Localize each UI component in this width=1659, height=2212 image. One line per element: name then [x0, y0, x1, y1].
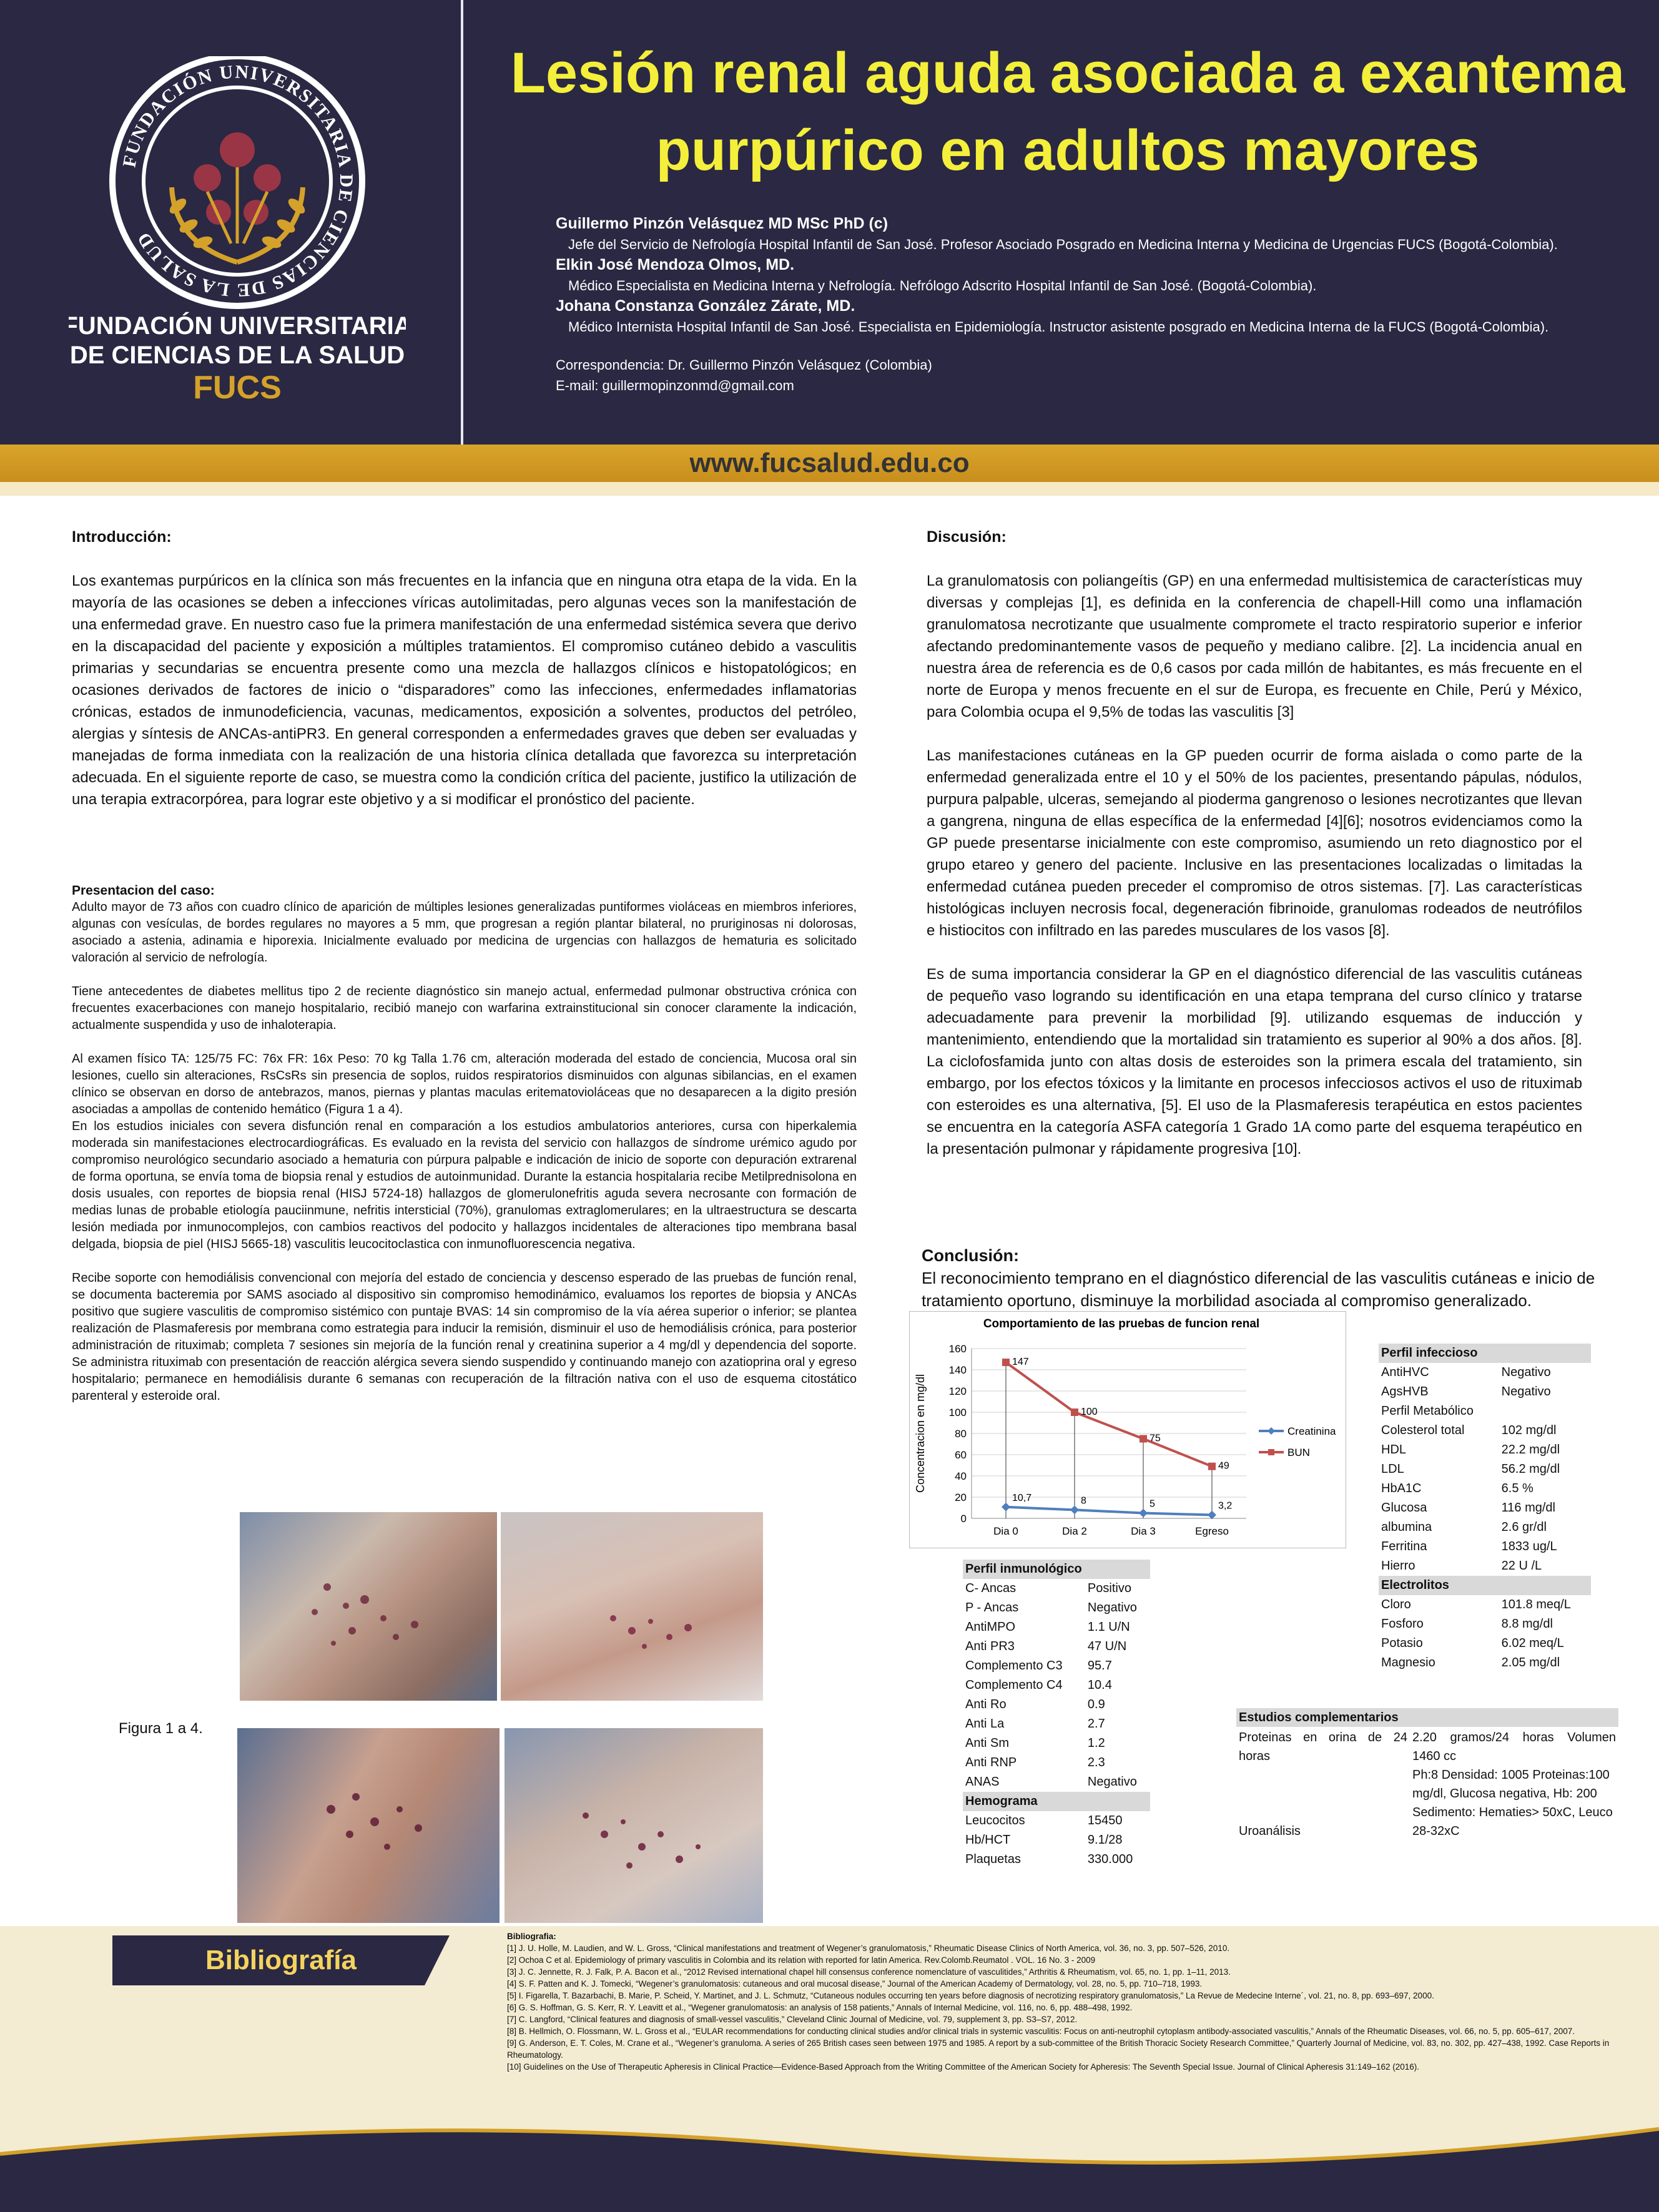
table-label: Magnesio: [1381, 1656, 1435, 1669]
discussion-paragraph: La granulomatosis con poliangeítis (GP) en una enfermedad multisistemica de características muy diversas y complejas [1], es definida en la conferencia de chapell-Hill como una inflamación granulomatosa necrotizante que usualmente compromete el tracto respiratorio superior e inferior afectando predominantemente vasos de pequeño y mediano calibre. [2]. La incidencia anual en nuestra área de referencia es de 0,6 casos por cada millón de habitantes, es más frecuente en el norte de Europa y menos frecuente en el sur de Europa, es frecuente en Chile, Perú y México, para Colombia ocupa el 9,5% de todas las vasculitis [3]: [927, 573, 1582, 720]
table-row: [963, 1734, 1150, 1753]
table-value: Negativo: [1087, 1601, 1137, 1615]
table-row: [1379, 1634, 1591, 1653]
authors-block: [556, 214, 1630, 396]
bibliography-entry: [6] G. S. Hoffman, G. S. Kerr, R. Y. Leavitt et al., “Wegener granulomatosis: an analysis of 158 patients,” Annals of Internal Medicine, vol. 116, no. 6, pp. 488–498, 1992.: [507, 2003, 1133, 2012]
svg-text:FUNDACIÓN UNIVERSITARIA DE CIE: FUNDACIÓN UNIVERSITARIA DE CIENCIAS DE LA SALUD: [119, 61, 357, 301]
data-label: 8: [1081, 1495, 1086, 1507]
table-value: 101.8 meq/L: [1501, 1598, 1571, 1611]
table-value: 9.1/28: [1087, 1833, 1123, 1847]
table-label: Anti Sm: [965, 1736, 1010, 1750]
table-value: 56.2 mg/dl: [1501, 1462, 1560, 1476]
table-heading: Hemograma: [963, 1792, 1150, 1811]
table-label: AgsHVB: [1381, 1385, 1429, 1398]
conclusion-heading: Conclusión:: [922, 1246, 1019, 1265]
y-tick-label: 60: [955, 1449, 967, 1461]
table-row: [963, 1811, 1150, 1831]
bibliography-entry: [10] Guidelines on the Use of Therapeutic Apheresis in Clinical Practice—Evidence-Based Approach from the Writing Committee of the American Society for Apheresis: The Seventh Special Issue. Journal of Clinical Apheresis 31:149–162 (2016).: [507, 2062, 1420, 2072]
cream-band: [0, 482, 1659, 496]
table-label: Hb/HCT: [965, 1833, 1011, 1847]
table-row: [963, 1753, 1150, 1772]
legend-label: BUN: [1287, 1447, 1310, 1458]
poster-title: [500, 34, 1636, 189]
table-row: [1379, 1537, 1591, 1556]
case-paragraph: Al examen físico TA: 125/75 FC: 76x FR: 16x Peso: 70 kg Talla 1.76 cm, alteración moderada del estado de conciencia, Mucosa oral sin lesiones, cuello sin alteraciones, RsCsRs sin presencia de soplos, ruidos respiratorios disminuidos con algunas sibilancias, en el examen clínico se observan en dorso de antebrazos, manos, piernas y plantas maculas eritematovioláceas que no desaparecen a la digito presión asociadas a ampollas de contenido hemático (Figura 1 a 4).: [72, 1052, 857, 1116]
perfil-inmunologico-table: [963, 1560, 1150, 1869]
table-value: Negativo: [1501, 1365, 1551, 1379]
author-name: Elkin José Mendoza Olmos, MD.: [556, 256, 795, 273]
bibliography-entry: [2] Ochoa C et al. Epidemiology of primary vasculitis in Colombia and its relation with reported for latin America. Rev.Colomb.Reumatol . VOL. 16 No. 3 - 2009: [507, 1955, 1096, 1965]
table-row: [963, 1637, 1150, 1656]
table-label: Hierro: [1381, 1559, 1415, 1573]
table-row: [1379, 1653, 1591, 1673]
discussion-section: [927, 526, 1582, 1160]
data-label: 147: [1012, 1357, 1029, 1368]
table-value: 102 mg/dl: [1501, 1423, 1557, 1437]
table-value: 6.02 meq/L: [1501, 1636, 1564, 1650]
x-tick-label: Egreso: [1195, 1525, 1229, 1537]
purpura-lesions-icon: [505, 1728, 763, 1923]
title-line-2: purpúrico en adultos mayores: [656, 119, 1480, 182]
figure-photo-foot: [501, 1512, 763, 1701]
renal-function-chart: [909, 1311, 1346, 1548]
conclusion-section: [922, 1244, 1621, 1312]
table-label: P - Ancas: [965, 1601, 1019, 1615]
y-tick-label: 140: [948, 1364, 967, 1376]
estudios-label: Uroanálisis: [1239, 1824, 1301, 1838]
table-value: 0.9: [1087, 1698, 1105, 1711]
legend-marker: [1268, 1449, 1274, 1455]
case-paragraph: Recibe soporte con hemodiálisis convencional con mejoría del estado de conciencia y descenso esperado de las pruebas de función renal, se documenta bacteremia por SAMS asociado al dispositivo sin compromiso hemodinámico, evaluamos los reportes de biopsia y ANCAs positivo que sugiere vasculitis de compromiso sistémico con puntaje BVAS: 14 sin compromiso de la vía aérea superior o inferior; se plantea realización de Plasmaferesis por membrana como estrategia para inducir la remisión, disminuir el uso de hemodiálisis crónica, para posterior administración de rituximab; completa 7 sesiones sin mejoría de la función renal y creatinina superior a 4 mg/dl y dependencia del soporte. Se administra rituximab con presentación de reacción alérgica severa siendo suspendido y continuando manejo con azatioprina oral y egreso hospitalario; permanece en hemodiálisis durante 6 semanas con recuperación de la filtración nativa con el uso de esquema citostático parenteral y esteroide oral.: [72, 1271, 857, 1403]
table-header-row: [963, 1792, 1150, 1811]
table-value: 2.7: [1087, 1717, 1105, 1731]
table-header-row: [1379, 1576, 1591, 1595]
table-row: [963, 1579, 1150, 1598]
table-row: [963, 1714, 1150, 1734]
table-row: [963, 1831, 1150, 1850]
table-label: HDL: [1381, 1443, 1407, 1457]
discussion-paragraph: Las manifestaciones cutáneas en la GP pueden ocurrir de forma aislada o como parte de la enfermedad generalizada entre el 10 y el 50% de los pacientes, presentando pápulas, nódulos, purpura palpable, ulceras, semejando al pioderma gangrenoso o lesiones necrotizantes que llevan a gangrena, ninguna de ellas específica de la enfermedad [4][6]; nosotros evidenciamos como la GP puede presentarse inicialmente con este compromiso, asumiendo un reto diagnostico por el grupo etareo y genero del paciente. Inclusive en las presentaciones localizadas o limitadas la enfermedad cutánea pueden preceder el compromiso de otros sistemas. [7]. Las características histológicas incluyen necrosis focal, degeneración fibrinoide, granulomas rodeados de neutrófilos e histiocitos con infiltrado en las paredes musculares de los vasos [8].: [927, 747, 1582, 939]
table-value: 1.1 U/N: [1087, 1620, 1130, 1634]
logo-name-line2: DE CIENCIAS DE LA SALUD: [69, 342, 405, 369]
logo-name-line1: FUNDACIÓN UNIVERSITARIA: [69, 312, 406, 340]
table-row: [963, 1598, 1150, 1618]
y-tick-label: 0: [960, 1513, 967, 1525]
data-point: [1208, 1463, 1216, 1470]
x-tick-label: Dia 0: [993, 1525, 1018, 1537]
table-label: LDL: [1381, 1462, 1404, 1476]
figure-photo-hand: [237, 1728, 500, 1923]
y-tick-label: 80: [955, 1428, 967, 1440]
author-affiliation: Médico Especialista en Medicina Interna y Nefrología. Nefrólogo Adscrito Hospital Infantil de San José. (Bogotá-Colombia).: [568, 278, 1317, 293]
table-value: 2.05 mg/dl: [1501, 1656, 1560, 1669]
case-paragraph: En los estudios iniciales con severa disfunción renal en comparación a los estudios ambulatorios anteriores, cursa con hiperkalemia moderada sin manifestaciones electrocardiográficas. Es evaluado en la revista del servicio con hallazgos de síndrome urémico agudo por compromiso neurológico secundario asociado a hematuria con púrpura palpable e indicación de inicio de soporte con depuración extrarenal de forma oportuna, se envía toma de biopsia renal y estudios de autoinmunidad. Durante la estancia hospitalaria recibe Metilprednisolona en dosis usuales, con reportes de biopsia renal (HISJ 5724-18) hallazgos de glomerulonefritis aguda severa necrosante con formación de medias lunas de probable etiología pauciinmune, nefritis intersticial (70%), granulomas extraglomerulares; en la ultraestructura se descarta lesión mediada por inmunocomplejos, con cambios reactivos del podocito y hallazgos incidentales de alteraciones tipo membrana basal delgada, biopsia de piel (HISJ 5665-18) vasculitis leucocitoclastica con inmunofluorescencia negativa.: [72, 1119, 857, 1251]
perfil-infeccioso-table: [1379, 1344, 1591, 1673]
data-label: 49: [1218, 1460, 1229, 1472]
case-heading: Presentacion del caso:: [72, 883, 215, 898]
table-label: Anti PR3: [965, 1639, 1015, 1653]
table-label: Plaquetas: [965, 1852, 1021, 1866]
figure-photo-leg: [505, 1728, 763, 1923]
table-value: [1499, 1402, 1591, 1421]
correspondence: Correspondencia: Dr. Guillermo Pinzón Velásquez (Colombia): [556, 357, 932, 373]
table-label: Cloro: [1381, 1598, 1411, 1611]
purpura-lesions-icon: [501, 1512, 763, 1701]
purpura-lesions-icon: [237, 1728, 500, 1923]
table-row: [963, 1772, 1150, 1792]
table-value: 2.3: [1087, 1756, 1105, 1769]
logo-acronym: FUCS: [193, 370, 282, 406]
header-divider: [461, 0, 463, 445]
bibliography-entry: [5] I. Figarella, T. Bazarbachi, B. Marie, P. Scheid, Y. Martinet, and J. L. Schmutz, “Cutaneous nodules occurring ten years before diagnosis of necrotizing respiratory granulomatosis,” La Revue de Medecine Interne´, vol. 21, no. 8, pp. 693–697, 2000.: [507, 1991, 1434, 2000]
table-label: HbA1C: [1381, 1482, 1422, 1495]
table-row: [1379, 1402, 1591, 1421]
table-row: [963, 1850, 1150, 1869]
table-label: Anti La: [965, 1717, 1005, 1731]
table-label: Potasio: [1381, 1636, 1423, 1650]
table-label: Anti RNP: [965, 1756, 1017, 1769]
discussion-paragraph: Es de suma importancia considerar la GP en el diagnóstico diferencial de las vasculitis cutáneas de pequeño vaso logrando su identificación en una etapa temprana del curso clínico y tratarse adecuadamente para prevenir la morbilidad [9]. utilizando esquemas de inducción y mantenimiento, entendiendo que la mortalidad sin tratamiento es superior al 90% a dos años. [8]. La ciclofosfamida junto con altas dosis de esteroides son la primera escala del tratamiento, sin embargo, por los efectos tóxicos y la limitante en procesos infecciosos activos el uso de rituximab con esteroides es una alternativa, [5]. El uso de la Plasmaferesis terapéutica en estos pacientes se encuentra en la categoría ASFA categoría 1 Grado 1A como parte del esquema terapéutico en la presentación pulmonar y rápidamente progresiva [10].: [927, 966, 1582, 1158]
fucs-logo: [69, 56, 406, 406]
table-row: [1379, 1421, 1591, 1440]
table-value: 8.8 mg/dl: [1501, 1617, 1553, 1631]
bibliography-list: [507, 1930, 1650, 2073]
intro-section: [72, 526, 857, 810]
case-paragraph: Tiene antecedentes de diabetes mellitus tipo 2 de reciente diagnóstico sin manejo actual, enfermedad pulmonar obstructiva crónica con frecuentes exacerbaciones con manejo hospitalario, recibió manejo con warfarina extrainstitucional sin conocer claramente la indicación, actualmente suspendida y uso de inhaloterapia.: [72, 985, 857, 1032]
table-label: Ferritina: [1381, 1540, 1427, 1553]
table-row: [1379, 1595, 1591, 1615]
table-value: Positivo: [1087, 1581, 1131, 1595]
discussion-heading: Discusión:: [927, 528, 1007, 546]
line-chart: [909, 1311, 1346, 1548]
data-label: 75: [1149, 1433, 1161, 1444]
data-point: [1140, 1435, 1147, 1443]
table-header-row: [963, 1560, 1150, 1579]
table-value: 330.000: [1087, 1852, 1133, 1866]
table-label: Leucocitos: [965, 1814, 1025, 1827]
bibliography-entry: [3] J. C. Jennette, R. J. Falk, P. A. Bacon et al., “2012 Revised international chapel hill consensus conference nomenclature of vasculitides,” Arthritis & Rheumatism, vol. 65, no. 1, pp. 1–11, 2013.: [507, 1967, 1231, 1977]
table-label: ANAS: [965, 1775, 1000, 1789]
table-value: 15450: [1087, 1814, 1123, 1827]
table-row: [1379, 1382, 1591, 1402]
author-affiliation: Médico Internista Hospital Infantil de San José. Especialista en Epidemiología. Instructor asistente posgrado en Medicina Interna de la FUCS (Bogotá-Colombia).: [568, 319, 1549, 335]
email[interactable]: E-mail: guillermopinzonmd@gmail.com: [556, 378, 794, 393]
data-point: [1002, 1359, 1010, 1366]
footer-wave-icon: [0, 2110, 1659, 2212]
table-row: [1379, 1615, 1591, 1634]
table-value: 22 U /L: [1501, 1559, 1542, 1573]
table-row: [1379, 1518, 1591, 1537]
table-value: 1.2: [1087, 1736, 1105, 1750]
intro-heading: Introducción:: [72, 528, 172, 546]
bibliography-entry: [1] J. U. Holle, M. Laudien, and W. L. Gross, “Clinical manifestations and treatment of Wegener’s granulomatosis,” Rheumatic Disease Clinics of North America, vol. 36, no. 3, pp. 507–526, 2010.: [507, 1944, 1230, 1953]
table-value: 1833 ug/L: [1501, 1540, 1557, 1553]
author-affiliation: Jefe del Servicio de Nefrología Hospital Infantil de San José. Profesor Asociado Posgrado en Medicina Interna y Medicina de Urgencias FUCS (Bogotá-Colombia).: [568, 237, 1558, 252]
table-heading: Perfil inmunológico: [963, 1560, 1150, 1579]
purpura-lesions-icon: [240, 1512, 497, 1701]
table-value: 47 U/N: [1087, 1639, 1127, 1653]
estudios-complementarios: [1236, 1708, 1618, 1841]
case-paragraph: Adulto mayor de 73 años con cuadro clínico de aparición de múltiples lesiones generalizadas puntiformes violáceas en miembros inferiores, algunas con vesículas, de bordes regulares no mayores a 5 mm, que progresan a región plantar bilateral, no pruriginosas ni dolorosas, asociado a astenia, adinamia e hiporexia. Inicialmente evaluado por medicina de urgencias con hallazgos de hematuria es solicitado valoración al servicio de nefrología.: [72, 900, 857, 965]
bibliography-entry: [7] C. Langford, “Clinical features and diagnosis of small-vessel vasculitis,” Cleveland Clinic Journal of Medicine, vol. 79, supplement 3, pp. S3–S7, 2012.: [507, 2015, 1078, 2024]
table-label: Anti Ro: [965, 1698, 1007, 1711]
estudios-heading: Estudios complementarios: [1236, 1708, 1618, 1727]
bibliography-entry: [8] B. Hellmich, O. Flossmann, W. L. Gross et al., “EULAR recommendations for conducting clinical studies and/or clinical trials in systemic vasculitis: Focus on anti-neutrophil cytoplasm antibody-associated vasculitis,” Annals of the Rheumatic Diseases, vol. 66, no. 5, pp. 605–617, 2007.: [507, 2027, 1575, 2036]
chart-title: Comportamiento de las pruebas de funcion renal: [983, 1317, 1260, 1330]
estudios-value: Ph:8 Densidad: 1005 Proteinas:100 mg/dl, Glucosa negativa, Hb: 200 Sedimento: Hematies> 50xC, Leuco 28-32xC: [1412, 1768, 1613, 1838]
table-row: [1379, 1556, 1591, 1576]
estudios-label: Proteinas en orina de 24 horas: [1239, 1731, 1407, 1763]
bibliography-entry: [4] S. F. Patten and K. J. Tomecki, “Wegener’s granulomatosis: cutaneous and oral mucosal disease,” Journal of the American Academy of Dermatology, vol. 28, no. 5, pp. 710–718, 1993.: [507, 1979, 1203, 1988]
estudios-value: 2.20 gramos/24 horas Volumen 1460 cc: [1412, 1731, 1616, 1763]
table-label: Fosforo: [1381, 1617, 1424, 1631]
case-section: [72, 882, 857, 1405]
title-line-1: Lesión renal aguda asociada a exantema: [510, 41, 1625, 105]
table-value: Negativo: [1501, 1385, 1551, 1398]
author-name: Johana Constanza González Zárate, MD.: [556, 297, 855, 315]
table-heading: Electrolitos: [1379, 1576, 1591, 1595]
table-label: Perfil Metabólico: [1381, 1404, 1474, 1418]
table-label: AntiHVC: [1381, 1365, 1429, 1379]
table-row: [1379, 1363, 1591, 1382]
data-label: 5: [1149, 1498, 1155, 1510]
conclusion-text: El reconocimiento temprano en el diagnóstico diferencial de las vasculitis cutáneas e inicio de tratamiento oportuno, disminuye la morbilidad asociada al compromiso generalizado.: [922, 1269, 1595, 1310]
intro-text: Los exantemas purpúricos en la clínica son más frecuentes en la infancia que en ninguna otra etapa de la vida. En la mayoría de las ocasiones se deben a infecciones víricas autolimitadas, pero algunas veces son la manifestación de una enfermedad grave. En nuestro caso fue la primera manifestación de una enfermedad sistémica severa que derivo en la discapacidad del paciente y exposición a múltiples tratamientos. El compromiso cutáneo debido a vasculitis primarias y secundarias se encuentra presente como una mezcla de hallazgos clínicos e histopatológicos; en ocasiones derivados de factores de inicio o “disparadores” como las infecciones, enfermedades inflamatorias crónicas, estados de inmunodeficiencia, vacunas, medicamentos, exposición a solventes, productos del petróleo, alergias y síntesis de ANCAs-antiPR3. En general corresponden a enfermedades graves que deben ser evaluadas y manejadas de forma inmediata con la realización de una historia clínica detallada que favorezca su interpretación adecuada. En el siguiente reporte de caso, se muestra como la condición crítica del paciente, justifico la utilización de una terapia extracorpórea, para lograr este objetivo y a si modificar el pronóstico del paciente.: [72, 573, 857, 808]
y-tick-label: 40: [955, 1470, 967, 1482]
data-label: 100: [1081, 1407, 1098, 1417]
bibliografia-title: Bibliografía: [205, 1945, 357, 1975]
x-tick-label: Dia 3: [1131, 1525, 1156, 1537]
table-label: C- Ancas: [965, 1581, 1017, 1595]
legend-label: Creatinina: [1287, 1425, 1336, 1437]
table-row: [1379, 1440, 1591, 1460]
table-value: 95.7: [1087, 1659, 1112, 1673]
table-value: 6.5 %: [1501, 1482, 1533, 1495]
table-value: 116 mg/dl: [1501, 1501, 1555, 1515]
x-tick-label: Dia 2: [1062, 1525, 1087, 1537]
figure-caption: Figura 1 a 4.: [119, 1720, 203, 1737]
table-row: [963, 1676, 1150, 1695]
table-row: [963, 1695, 1150, 1714]
table-heading: Perfil infeccioso: [1379, 1344, 1591, 1363]
table-label: Complemento C4: [965, 1678, 1063, 1692]
data-point: [1071, 1408, 1078, 1416]
table-label: Glucosa: [1381, 1501, 1427, 1515]
y-tick-label: 100: [948, 1407, 967, 1418]
table-label: albumina: [1381, 1520, 1432, 1534]
data-label: 10,7: [1012, 1492, 1032, 1503]
table-row: [1379, 1460, 1591, 1479]
y-axis-label: Concentracion en mg/dl: [914, 1374, 927, 1493]
table-row: [1379, 1479, 1591, 1498]
y-tick-label: 160: [948, 1343, 967, 1355]
table-row: [1379, 1498, 1591, 1518]
bibliography-heading: Bibliografia:: [507, 1932, 556, 1941]
table-value: 2.6 gr/dl: [1501, 1520, 1547, 1534]
figure-photo-forearm: [240, 1512, 497, 1701]
data-label: 3,2: [1218, 1500, 1233, 1512]
y-tick-label: 120: [948, 1385, 967, 1397]
table-row: [963, 1618, 1150, 1637]
table-value: 22.2 mg/dl: [1501, 1443, 1560, 1457]
table-label: Colesterol total: [1381, 1423, 1465, 1437]
table-row: [963, 1656, 1150, 1676]
y-tick-label: 20: [955, 1492, 967, 1503]
bibliography-entry: [9] G. Anderson, E. T. Coles, M. Crane et al., “Wegener’s granuloma. A series of 265 British cases seen between 1975 and 1985. A report by a sub-committee of the British Thoracic Society Research Committee,” Quarterly Journal of Medicine, vol. 83, no. 302, pp. 427–438, 1992. Case Reports in Rheumatology.: [507, 2038, 1610, 2060]
table-label: AntiMPO: [965, 1620, 1016, 1634]
table-header-row: [1379, 1344, 1591, 1363]
author-name: Guillermo Pinzón Velásquez MD MSc PhD (c): [556, 215, 889, 232]
website-url[interactable]: www.fucsalud.edu.co: [689, 448, 970, 478]
table-value: 10.4: [1087, 1678, 1112, 1692]
table-label: Complemento C3: [965, 1659, 1063, 1673]
table-value: Negativo: [1087, 1775, 1137, 1789]
fucs-seal-icon: [69, 56, 406, 406]
